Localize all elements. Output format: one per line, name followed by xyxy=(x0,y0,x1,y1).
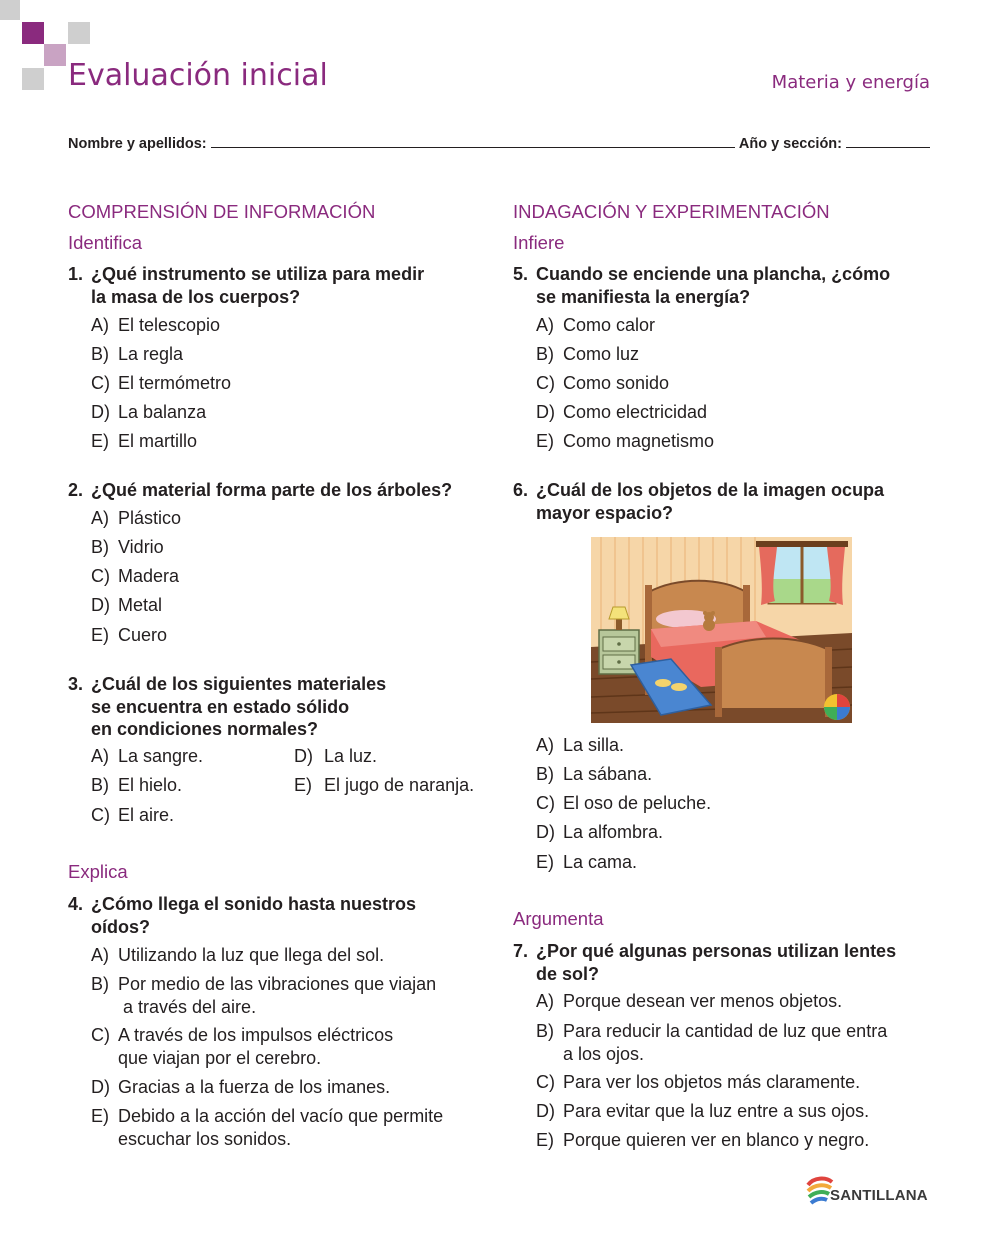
option-letter: C) xyxy=(91,373,110,393)
option[interactable] xyxy=(536,1020,936,1065)
option-text: a los ojos. xyxy=(563,1043,645,1064)
option[interactable] xyxy=(91,401,206,424)
option[interactable] xyxy=(536,851,637,874)
question-text: oídos? xyxy=(91,916,150,937)
question-text: Cuando se enciende una plancha, ¿cómo xyxy=(536,264,891,284)
option-letter: D) xyxy=(91,595,110,615)
option[interactable] xyxy=(91,973,491,1018)
question-text: de sol? xyxy=(536,963,600,984)
option-letter: A) xyxy=(536,315,554,335)
bedroom-illustration xyxy=(591,537,852,723)
question-number: 6. xyxy=(513,480,529,500)
option[interactable] xyxy=(91,944,491,967)
question-4 xyxy=(68,893,488,938)
option-letter: D) xyxy=(536,1101,555,1121)
question-6 xyxy=(513,479,933,524)
option-letter: E) xyxy=(91,1106,109,1126)
question-2 xyxy=(68,479,498,502)
question-7 xyxy=(513,940,933,985)
option[interactable] xyxy=(91,1105,491,1150)
option-letter: D) xyxy=(91,402,110,422)
option-text: Cuero xyxy=(118,625,168,645)
option[interactable] xyxy=(91,745,203,768)
option[interactable] xyxy=(536,792,711,815)
option-letter: D) xyxy=(536,402,555,422)
question-text: mayor espacio? xyxy=(536,502,674,523)
option[interactable] xyxy=(91,536,164,559)
section-label: Año y sección: xyxy=(738,136,842,152)
option-text: La regla xyxy=(118,344,184,364)
option-letter: A) xyxy=(91,508,109,528)
option[interactable] xyxy=(536,401,707,424)
question-3 xyxy=(68,673,488,741)
option[interactable] xyxy=(91,372,231,395)
option-text: Como magnetismo xyxy=(563,431,715,451)
option-letter: B) xyxy=(91,974,109,994)
question-number: 4. xyxy=(68,894,84,914)
option-letter: C) xyxy=(91,805,110,825)
option[interactable] xyxy=(536,763,652,786)
decor-square xyxy=(44,44,66,66)
option-letter: A) xyxy=(91,315,109,335)
question-number: 7. xyxy=(513,941,529,961)
subheading-identifica: Identifica xyxy=(68,232,143,253)
option-text: Como calor xyxy=(563,315,656,335)
option[interactable] xyxy=(91,804,174,827)
option-letter: C) xyxy=(91,1025,110,1045)
option-text: Como sonido xyxy=(563,373,670,393)
option-text: Para reducir la cantidad de luz que entra xyxy=(563,1021,888,1041)
option-text: El telescopio xyxy=(118,315,221,335)
option-letter: C) xyxy=(536,373,555,393)
option[interactable] xyxy=(91,314,220,337)
option-letter: A) xyxy=(536,991,554,1011)
option[interactable] xyxy=(91,774,182,797)
option-letter: B) xyxy=(536,1021,554,1041)
logo-text: SANTILLANA xyxy=(830,1187,928,1204)
option-text: escuchar los sonidos. xyxy=(118,1128,292,1149)
option-text: Como luz xyxy=(563,344,640,364)
option-letter: B) xyxy=(536,764,554,784)
question-5 xyxy=(513,263,933,308)
decor-square xyxy=(0,0,20,20)
option-text: Utilizando la luz que llega del sol. xyxy=(118,945,385,965)
option-text: Plástico xyxy=(118,508,182,528)
option[interactable] xyxy=(536,1071,936,1094)
option-text: que viajan por el cerebro. xyxy=(118,1047,322,1068)
option[interactable] xyxy=(294,774,474,797)
option[interactable] xyxy=(536,1129,936,1152)
option[interactable] xyxy=(91,343,183,366)
option-letter: E) xyxy=(91,431,109,451)
page-title: Evaluación inicial xyxy=(68,58,328,93)
option-text: Para evitar que la luz entre a sus ojos. xyxy=(563,1101,870,1121)
decor-square xyxy=(22,68,44,90)
option-letter: C) xyxy=(536,1072,555,1092)
option-text: La cama. xyxy=(563,852,638,872)
option-text: Para ver los objetos más claramente. xyxy=(563,1072,861,1092)
option-text: El oso de peluche. xyxy=(563,793,712,813)
option-text: El aire. xyxy=(118,805,175,825)
option-text: Madera xyxy=(118,566,180,586)
option-text: La balanza xyxy=(118,402,207,422)
option-text: El termómetro xyxy=(118,373,232,393)
option-text: El martillo xyxy=(118,431,198,451)
bedroom-image xyxy=(591,537,852,723)
question-text: en condiciones normales? xyxy=(91,719,319,739)
option-letter: E) xyxy=(294,775,312,795)
option-letter: A) xyxy=(91,746,109,766)
option[interactable] xyxy=(536,314,655,337)
option[interactable] xyxy=(536,343,639,366)
option-letter: B) xyxy=(536,344,554,364)
option-letter: A) xyxy=(91,945,109,965)
question-text: ¿Por qué algunas personas utilizan lentes xyxy=(536,941,897,961)
question-number: 2. xyxy=(68,480,84,500)
option-letter: B) xyxy=(91,775,109,795)
question-number: 3. xyxy=(68,674,84,694)
option[interactable] xyxy=(536,734,624,757)
option[interactable] xyxy=(536,372,669,395)
option-text: Porque desean ver menos objetos. xyxy=(563,991,843,1011)
option-text: La silla. xyxy=(563,735,625,755)
name-field[interactable] xyxy=(211,135,735,148)
question-number: 1. xyxy=(68,264,84,284)
option-letter: C) xyxy=(91,566,110,586)
option-letter: E) xyxy=(91,625,109,645)
decor-square xyxy=(68,22,90,44)
question-text: se encuentra en estado sólido xyxy=(91,696,350,717)
option[interactable] xyxy=(294,745,377,768)
option-text xyxy=(118,996,491,1019)
option-letter: E) xyxy=(536,1130,554,1150)
question-text: ¿Qué material forma parte de los árboles? xyxy=(91,480,453,500)
section-heading-indagacion: INDAGACIÓN Y EXPERIMENTACIÓN xyxy=(513,201,830,222)
option-text: A través de los impulsos eléctricos xyxy=(118,1025,394,1045)
option-letter: E) xyxy=(536,852,554,872)
option-text: Vidrio xyxy=(118,537,164,557)
name-label: Nombre y apellidos: xyxy=(68,136,207,152)
option-text: Debido a la acción del vacío que permite xyxy=(118,1106,444,1126)
subheading-argumenta: Argumenta xyxy=(513,908,604,929)
option-letter: D) xyxy=(91,1077,110,1097)
option[interactable] xyxy=(536,430,714,453)
option[interactable] xyxy=(91,1076,491,1099)
question-text: la masa de los cuerpos? xyxy=(91,286,301,307)
section-heading-comprension: COMPRENSIÓN DE INFORMACIÓN xyxy=(68,201,376,222)
option[interactable] xyxy=(91,1024,491,1069)
option-text: La sangre. xyxy=(118,746,204,766)
option-letter: E) xyxy=(536,431,554,451)
option[interactable] xyxy=(91,507,181,530)
decor-square xyxy=(22,22,44,44)
option[interactable] xyxy=(536,821,663,844)
option[interactable] xyxy=(536,1100,936,1123)
name-line xyxy=(68,135,930,152)
option[interactable] xyxy=(91,594,162,617)
option-text: El jugo de naranja. xyxy=(324,775,475,795)
option-letter: D) xyxy=(536,822,555,842)
subheading-explica: Explica xyxy=(68,861,128,882)
section-field[interactable] xyxy=(846,135,930,148)
option-text: Porque quieren ver en blanco y negro. xyxy=(563,1130,870,1150)
option-letter: D) xyxy=(294,746,313,766)
question-text: se manifiesta la energía? xyxy=(536,286,751,307)
option-text: La alfombra. xyxy=(563,822,664,842)
question-text: ¿Cuál de los objetos de la imagen ocupa xyxy=(536,480,885,500)
option-text: La sábana. xyxy=(563,764,653,784)
subject-label: Materia y energía xyxy=(771,72,930,93)
subheading-infiere: Infiere xyxy=(513,232,565,253)
option[interactable] xyxy=(91,624,167,647)
option[interactable] xyxy=(536,990,936,1013)
option-letter: C) xyxy=(536,793,555,813)
option-text: El hielo. xyxy=(118,775,183,795)
question-text: ¿Cómo llega el sonido hasta nuestros xyxy=(91,894,417,914)
option-letter: A) xyxy=(536,735,554,755)
question-text: ¿Qué instrumento se utiliza para medir xyxy=(91,264,425,284)
option[interactable] xyxy=(91,565,179,588)
option-text: Gracias a la fuerza de los imanes. xyxy=(118,1077,391,1097)
question-1 xyxy=(68,263,488,308)
option-text: Por medio de las vibraciones que viajan xyxy=(118,974,437,994)
question-text: ¿Cuál de los siguientes materiales xyxy=(91,674,387,694)
option-text: La luz. xyxy=(324,746,378,766)
option-text: Metal xyxy=(118,595,163,615)
option-letter: B) xyxy=(91,344,109,364)
option[interactable] xyxy=(91,430,197,453)
question-number: 5. xyxy=(513,264,529,284)
option-text: Como electricidad xyxy=(563,402,708,422)
option-text-line: a través del aire. xyxy=(123,996,257,1017)
santillana-logo xyxy=(806,1176,931,1208)
option-letter: B) xyxy=(91,537,109,557)
